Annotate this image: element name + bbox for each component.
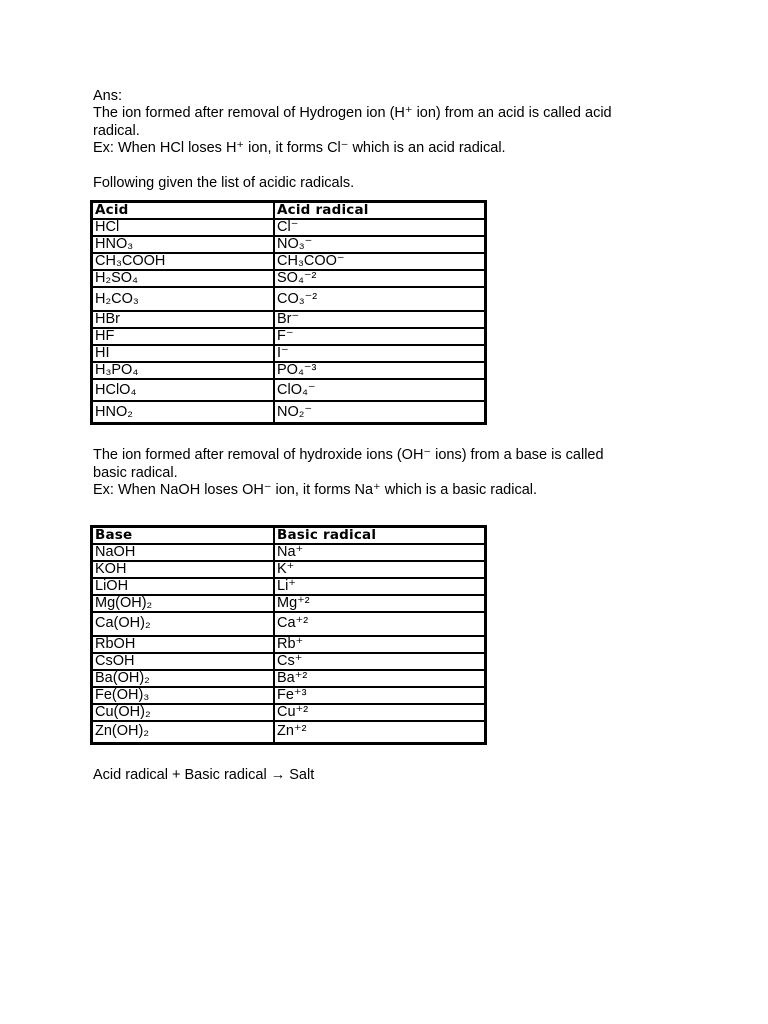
radical-cell: Cs⁺ (274, 653, 485, 670)
table-row (92, 687, 485, 704)
acid-radical-example: Ex: When HCl loses H⁺ ion, it forms Cl⁻ which is an acid radical. (93, 140, 506, 157)
compound-cell: H₃PO₄ (92, 362, 274, 379)
acid-list-intro: Following given the list of acidic radicals. (93, 175, 355, 192)
radical-cell: SO₄⁻² (274, 270, 485, 287)
radical-cell: CH₃COO⁻ (274, 253, 485, 270)
table-header-cell: Acid (92, 202, 274, 219)
table-row (92, 253, 485, 270)
table-row (92, 595, 485, 612)
radical-cell: Mg⁺² (274, 595, 485, 612)
compound-cell: HNO₂ (92, 401, 274, 423)
radical-cell: Ca⁺² (274, 612, 485, 636)
compound-cell: RbOH (92, 636, 274, 653)
table-row (92, 670, 485, 687)
table-row (92, 544, 485, 561)
table-row (92, 721, 485, 743)
compound-cell: Fe(OH)₃ (92, 687, 274, 704)
radical-cell: CO₃⁻² (274, 287, 485, 311)
radical-cell: Ba⁺² (274, 670, 485, 687)
radical-cell: Fe⁺³ (274, 687, 485, 704)
compound-cell: Cu(OH)₂ (92, 704, 274, 721)
table-row (92, 578, 485, 595)
salt-equation: Acid radical + Basic radical → Salt (93, 766, 315, 783)
radical-cell: PO₄⁻³ (274, 362, 485, 379)
compound-cell: HI (92, 345, 274, 362)
compound-cell: KOH (92, 561, 274, 578)
spacer (93, 158, 653, 175)
table-row (92, 704, 485, 721)
compound-cell: NaOH (92, 544, 274, 561)
table-row (92, 219, 485, 236)
radical-cell: F⁻ (274, 328, 485, 345)
table-header-cell: Basic radical (274, 527, 485, 544)
radical-cell: K⁺ (274, 561, 485, 578)
table-header-cell: Base (92, 527, 274, 544)
radical-cell: Br⁻ (274, 311, 485, 328)
compound-cell: HBr (92, 311, 274, 328)
acid-radical-definition-line-1: The ion formed after removal of Hydrogen ion (H⁺ ion) from an acid is called acid (93, 105, 612, 122)
compound-cell: HCl (92, 219, 274, 236)
radical-cell: Na⁺ (274, 544, 485, 561)
compound-cell: Mg(OH)₂ (92, 595, 274, 612)
radical-cell: NO₃⁻ (274, 236, 485, 253)
radical-cell: Rb⁺ (274, 636, 485, 653)
radical-cell: Zn⁺² (274, 721, 485, 743)
basic-radical-table (90, 525, 487, 745)
table-row (92, 561, 485, 578)
compound-cell: HNO₃ (92, 236, 274, 253)
compound-cell: CsOH (92, 653, 274, 670)
basic-radical-definition-line-2: basic radical. (93, 464, 178, 481)
compound-cell: HClO₄ (92, 379, 274, 401)
table-row (92, 311, 485, 328)
acid-radical-table (90, 200, 487, 425)
table-row (92, 345, 485, 362)
radical-cell: I⁻ (274, 345, 485, 362)
acid-radical-definition-line-2: radical. (93, 122, 140, 139)
basic-radical-definition-line-1: The ion formed after removal of hydroxide ions (OH⁻ ions) from a base is called (93, 447, 604, 464)
spacer (93, 425, 653, 447)
compound-cell: Ca(OH)₂ (92, 612, 274, 636)
table-header-row (92, 527, 485, 544)
radical-cell: Cl⁻ (274, 219, 485, 236)
compound-cell: HF (92, 328, 274, 345)
radical-cell: Li⁺ (274, 578, 485, 595)
radical-cell: Cu⁺² (274, 704, 485, 721)
radical-cell: NO₂⁻ (274, 401, 485, 423)
table-row (92, 401, 485, 423)
table-row (92, 636, 485, 653)
table-row (92, 270, 485, 287)
compound-cell: Zn(OH)₂ (92, 721, 274, 743)
radical-cell: ClO₄⁻ (274, 379, 485, 401)
table-row (92, 362, 485, 379)
compound-cell: Ba(OH)₂ (92, 670, 274, 687)
compound-cell: LiOH (92, 578, 274, 595)
answer-label: Ans: (93, 88, 123, 104)
table-row (92, 612, 485, 636)
table-row (92, 236, 485, 253)
compound-cell: CH₃COOH (92, 253, 274, 270)
table-header-cell: Acid radical (274, 202, 485, 219)
table-row (92, 653, 485, 670)
table-row (92, 328, 485, 345)
compound-cell: H₂CO₃ (92, 287, 274, 311)
basic-radical-example: Ex: When NaOH loses OH⁻ ion, it forms Na⁺ which is a basic radical. (93, 482, 538, 499)
table-row (92, 287, 485, 311)
table-header-row (92, 202, 485, 219)
table-row (92, 379, 485, 401)
compound-cell: H₂SO₄ (92, 270, 274, 287)
document-page (93, 88, 653, 784)
